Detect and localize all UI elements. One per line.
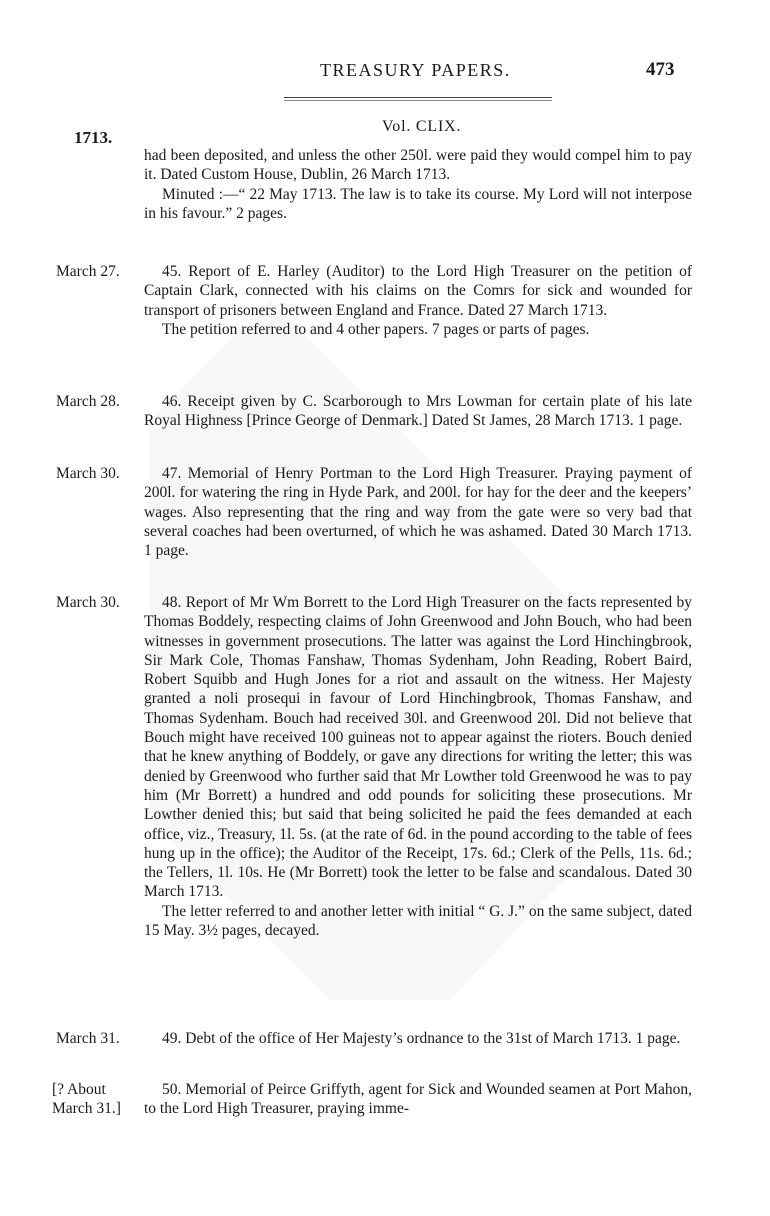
entry-date: March 31. — [56, 1030, 120, 1047]
entry-paragraph: 45. Report of E. Harley (Auditor) to the Lord High Treasurer on the petition of Captain Clark, connected with his claims on the Comrs for sick and wounded for transport of prisoners between England and France. Dated 27 March 1713. — [144, 263, 692, 319]
volume-heading: Vol. CLIX. — [382, 118, 462, 135]
entry-date: March 30. — [56, 594, 120, 611]
entry-body — [144, 593, 692, 940]
entry-date: [? About March 31.] — [52, 1081, 121, 1117]
entry-paragraph: The petition referred to and 4 other papers. 7 pages or parts of pages. — [162, 320, 590, 338]
entry-paragraph: 46. Receipt given by C. Scarborough to Mrs Lowman for certain plate of his late Royal Highness [Prince George of Denmark.] Dated St James, 28 March 1713. 1 page. — [144, 393, 692, 430]
entry-date: March 27. — [56, 263, 120, 280]
running-title: TREASURY PAPERS. — [320, 60, 511, 80]
header-rule-thin — [284, 100, 552, 101]
entry-paragraph: had been deposited, and unless the other 250l. were paid they would compel him to pay it. Dated Custom House, Dublin, 26 March 1713. — [144, 147, 692, 184]
header-rule — [284, 97, 552, 98]
running-head — [0, 60, 770, 90]
entry-paragraph: 49. Debt of the office of Her Majesty’s ordnance to the 31st of March 1713. 1 page. — [162, 1030, 681, 1047]
entry-paragraph: Minuted :—“ 22 May 1713. The law is to take its course. My Lord will not interpose in his favour.” 2 pages. — [144, 185, 692, 222]
entry-paragraph: 50. Memorial of Peirce Griffyth, agent for Sick and Wounded seamen at Port Mahon, to the Lord High Treasurer, praying imme- — [144, 1081, 692, 1118]
margin-year: 1713. — [74, 128, 113, 147]
entry-body — [144, 392, 692, 431]
entry-date: March 28. — [56, 393, 120, 410]
entry-body — [144, 146, 692, 223]
entry-body — [144, 262, 692, 339]
entry-paragraph: The letter referred to and another letter with initial “ G. J.” on the same subject, dated 15 May. 3½ pages, decayed. — [144, 902, 692, 940]
entry-body — [144, 1080, 692, 1119]
entry-paragraph: 47. Memorial of Henry Portman to the Lord High Treasurer. Praying payment of 200l. for watering the ring in Hyde Park, and 200l. for hay for the deer and the keepers’ wages. Also representing that the ring and way from the gate were so very bad that several coaches had been overturned, of which he was ashamed. Dated 30 March 1713. 1 page. — [144, 465, 692, 560]
entry-paragraph: 48. Report of Mr Wm Borrett to the Lord High Treasurer on the facts represented by Thomas Boddely, respecting claims of John Greenwood and John Bouch, who had been witnesses in government prosecutions. The latter was against the Lord Hinchingbrook, Sir Mark Cole, Thomas Fanshaw, Thomas Sydenham, John Reading, Robert Baird, Robert Squibb and Hugh Jones for a riot and assault on the witness. Her Majesty granted a noli prosequi in favour of Lord Hinchingbrook, Thomas Fanshaw, and Thomas Sydenham. Bouch had received 30l. and Greenwood 20l. Did not believe that Bouch might have received 100 guineas not to appear against the rioters. Bouch denied that he knew anything of Boddely, or gave any directions for writing the letter; this was denied by Greenwood who further said that Mr Lowther told Greenwood he was to pay him (Mr Borrett) a hundred and odd pounds for soliciting these prosecutions. Mr Lowther denied this; but said that being solicited he paid the fees demanded at each office, viz., Treasury, 1l. 5s. (at the rate of 6d. in the pound according to the table of fees hung up in the office); the Auditor of the Receipt, 17s. 6d.; Clerk of the Pells, 11s. 6d.; the Tellers, 1l. 10s. He (Mr Borrett) took the letter to be false and scandalous. Dated 30 March 1713. — [144, 594, 692, 901]
entry-body — [144, 464, 692, 560]
entry-date: March 30. — [56, 465, 120, 482]
entry-body — [144, 1029, 692, 1048]
page-number: 473 — [646, 59, 675, 80]
